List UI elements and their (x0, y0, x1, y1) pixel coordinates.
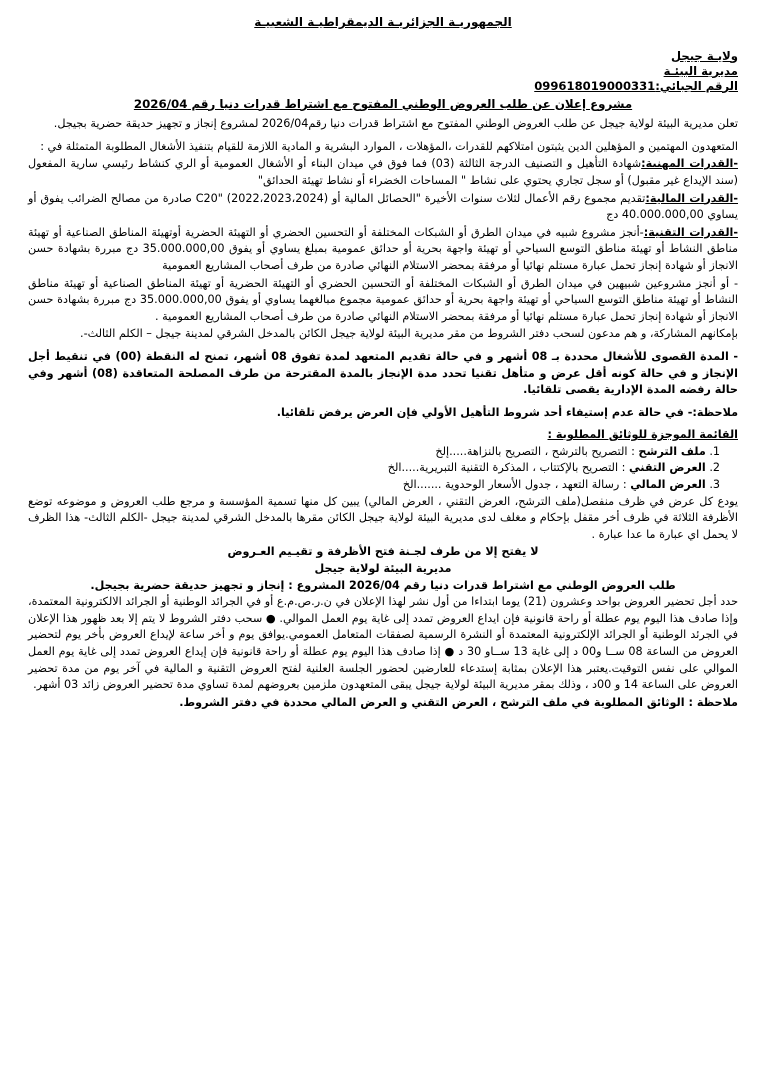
announcement-title: مشروع إعلان عن طلب العروض الوطني المفتوح مع اشتراط قدرات دنيا رقم 2026/04 (133, 96, 633, 111)
financial-capacity (28, 191, 738, 224)
tax-id: الرقم الجبائي:099618019000331 (534, 78, 738, 93)
professional-capacity (28, 156, 738, 189)
intro-paragraph: تعلن مديرية البيئة لولاية جيجل عن طلب العروض الوطني المفتوح مع اشتراط قدرات دنيا رقم2026/04 لمشروع إنجاز و تجهيز حديقة حضرية بجيجل. (53, 117, 738, 131)
financial-capacity-text: تقديم مجموع رقم الأعمال لثلاث سنوات الأخيرة "الحصائل المالية أو C20" (2022،2023،2024) صادرة من مصالح الضرائب يفوق أو يساوي 40.000.000,00 دج (28, 191, 738, 222)
doc-list-item (28, 460, 720, 477)
doc-list-item-number: 3. (709, 478, 720, 492)
doc-list-item-label: العرض المالي (630, 478, 706, 492)
republic-heading: الجمهوريـة الجزائريـة الديمقراطيـة الشعبيـة (254, 15, 512, 29)
financial-capacity-label: -القدرات المالية: (645, 191, 738, 205)
deadline-paragraph: حدد أجل تحضير العروض بواحد وعشرون (21) يوما ابتداءا من أول نشر لهذا الإعلان في ن.ر.ص.م.ع أو في الجرائد الوطنية أو الجرائد الالكترونية المعتمدة، وإذا صادف هذا اليوم يوم عطلة أو راحة قانونية فإن ايداع العروض تمدد إلى غاية يوم العمل الموالي. ● سحب دفتر الشروط لا يتم إلا بعد ظهور هذا الإعلان في الجرئد الوطنية أو الجرائد الإلكترونية المعتمدة أو النشرة الرسمية لصفقات المتعامل العمومي.يوافق يوم و أخر ساعة لإيداع العروض بأخر يوم لتحضير العروض من الساعة 08 ســا و00 د إلى غاية 13 ســاو 30 د ● إذا صادف هذا اليوم يوم عطلة أو راحة قانونية فإن إيداع العروض تمدد إلى غاية يوم العمل الموالي على نفس التوقيت.يعتبر هذا الإعلان بمثابة إستدعاء للعارضين لحضور الجلسة العلنية لفتح العروض التقنية و المالية في آخر يوم من مدة تحضير العروض على الساعة 14 و 00د ، وذلك بمقر مديرية البيئة لولاية جيجل يبقى المتعهدون ملزمين بعروضهم لمدة تساوي مدة تحضير العروض زائد 03 أشهر. (28, 595, 738, 692)
doc-list-item-label: ملف الترشح (638, 444, 706, 458)
doc-list-item (28, 444, 720, 461)
envelope-heading-directorate: مديرية البيئة لولاية جيجل (314, 562, 452, 576)
doc-list-item-text: : التصريح بالإكتتاب ، المذكرة التقنية التبريرية.....الخ (387, 461, 626, 475)
withdrawal-paragraph: بإمكانهم المشاركة، و هم مدعون لسحب دفتر الشروط من مقر مديرية البيئة لولاية جيجل الكائن بالمدخل الشرقي لمدينة جيجل – الكلم الثالث-. (80, 327, 738, 341)
envelope-heading-committee: لا يفتح إلا من طرف لجـنة فتح الأظرفة و تقيـيم العـروض (227, 545, 539, 559)
professional-capacity-label: -القدرات المهنية: (641, 157, 739, 171)
doc-list-item (28, 477, 720, 494)
doc-list-item-number: 1. (709, 444, 720, 458)
note-prequalification: ملاحظة:- في حالة عدم إستيفاء أحد شروط التأهيل الأولي فإن العرض يرفض تلقائيا. (276, 405, 738, 419)
doc-list-title: القائمة الموجزة للوثائق المطلوبة : (547, 428, 738, 442)
directorate-name: مديرية البيئـة (663, 63, 738, 78)
technical-capacity (28, 225, 738, 275)
required-documents-list (28, 444, 738, 494)
technical-capacity-text-1: -أنجز مشروع شبيه في ميدان الطرق أو الشبكات المختلفة أو التحسين الحضري أو التهيئة الحضرية أوتهيئة المناطق الصناعية أو تهيئة مناطق النشاط أو تهيئة مناطق التوسع السياحي أو تهيئة واجهة بحرية أو حدائق عمومية بمبلغ يساوي أو يفوق 35.000.000,00 دج مبررة بشهادة حسن الانجاز أو شهادة إنجاز تحمل عبارة مستلم نهائيا أو مرفقة بمحضر الاستلام النهائي صادرة من طرف أصحاب المشاريع العمومية (28, 225, 738, 272)
doc-list-item-text: : رسالة التعهد ، جدول الأسعار الوحدوية .......الخ (402, 478, 627, 492)
technical-capacity-label: -القدرات التقنية: (643, 225, 738, 239)
technical-capacity-alt: - أو أنجز مشروعين شبيهين في ميدان الطرق أو الشبكات المختلفة أو التحسين الحضري أو التهيئة الحضرية أو تهيئة المناطق الصناعية أو تهيئة مناطق النشاط أو تهيئة مناطق التوسع السياحي أو تهيئة واجهة بحرية أو حدائق عمومية مجموع مبالغهما يساوي أو يفوق 35.000.000,00 دج مبررة بشهادة حسن الانجاز أو شهادة إنجاز تحمل عبارة مستلم نهائيا أو مرفقة بمحضر الاستلام النهائي صادرة من طرف أصحاب المشاريع العمومية . (28, 276, 738, 323)
doc-list-item-text: : التصريح بالترشح ، التصريح بالنزاهة.....إلخ (435, 444, 635, 458)
duration-paragraph: - المدة القصوى للأشغال محددة بـ 08 أشهر و في حالة تقديم المتعهد لمدة تفوق 08 أشهر، تمنح له النقطة (00) في تنقيط أجل الإنجاز و في حالة كونه أقل عرض و متأهل تقنيا تحدد مدة الإنجاز بالمدة المقترحة من طرف المصلحة المتعاقدة (08) أشهر وفي حالة رفضه المدة الإدارية يقصى تلقائيا. (28, 349, 738, 397)
envelope-paragraph: يودع كل عرض في ظرف منفصل(ملف الترشح، العرض التقني ، العرض المالي) يبين كل منها تسمية المؤسسة و مرجع طلب العروض و موضوعه توضع الأظرفة الثلاثة في ظرف أخر مقفل بإحكام و مغلف لدى مديرية البيئة لولاية جيجل الكائن مقرها بالمدخل الشرقي لمدينة جيجل -الكلم الثالث- هذا الظرف لا يحمل اي عبارة ما عدا عبارة . (28, 494, 738, 541)
eligibility-paragraph: المتعهدون المهتمين و المؤهلين الدين يثبتون امتلاكهم للقدرات ،المؤهلات ، الموارد البشرية و المادية اللازمة للقيام بتنفيذ الأشغال المطلوبة المتمثلة في : (40, 139, 738, 153)
issuer-block (28, 49, 738, 94)
wilaya-name: ولايـة جيجل (670, 48, 738, 63)
doc-list-item-label: العرض التقني (628, 461, 706, 475)
professional-capacity-text: شهادة التأهيل و التصنيف الدرجة الثالثة (03) فما فوق في ميدان البناء أو الأشغال العمومية أو الري كنشاط رئيسي سارية المفعول (سند الإيداع غير مقبول) أو سجل تجاري يحتوي على نشاط " المساحات الخضراء أو نشاط تهيئة الحدائق" (28, 157, 738, 187)
note-documents: ملاحظة : الوثائق المطلوبة في ملف الترشح ، العرض التقني و العرض المالي محددة في دفتر الشروط. (179, 695, 738, 709)
envelope-heading-tender: طلب العروض الوطني مع اشتراط قدرات دنيا رقم 2026/04 المشروع : إنجاز و تجهيز حديقة حضرية بجيجل. (90, 578, 676, 592)
doc-list-item-number: 2. (709, 461, 720, 475)
